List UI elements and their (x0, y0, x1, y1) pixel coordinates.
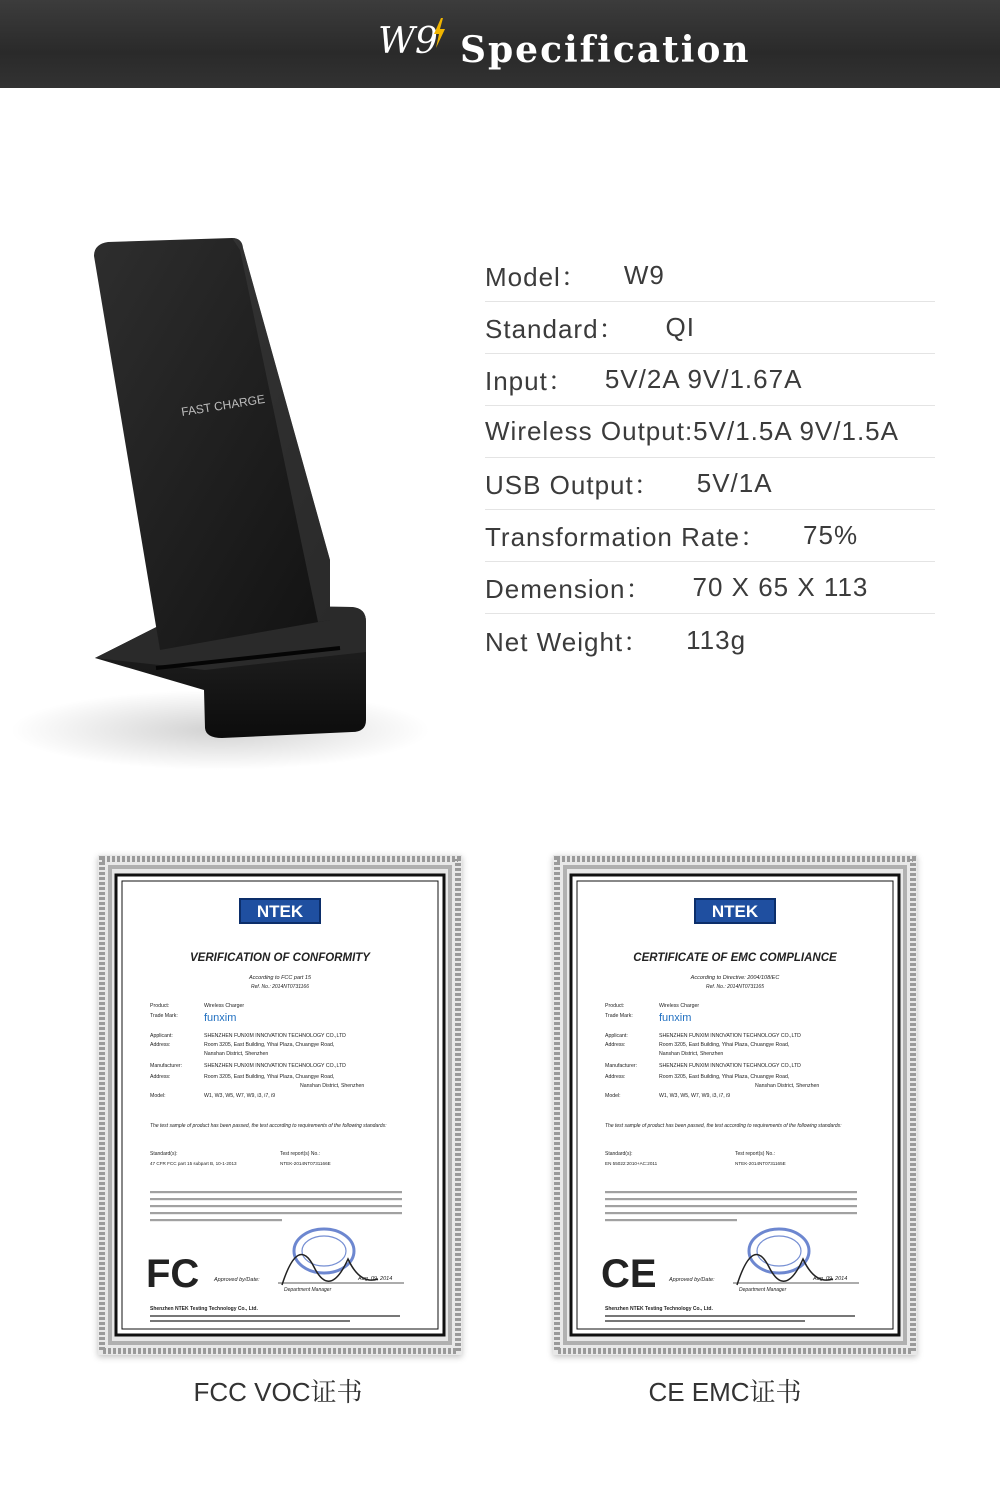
page-title: Specification (460, 29, 751, 71)
lightning-bolt-icon (432, 18, 446, 48)
spec-value: W9 (623, 260, 665, 290)
certificate-text: Department Manager (739, 1287, 787, 1293)
certificate-text: Wireless Charger (204, 1003, 245, 1009)
certificate-text: According to Directive: 2004/108/EC (690, 975, 780, 981)
certificate-text: Address: (150, 1042, 171, 1048)
spec-label: Transformation Rate： (485, 522, 768, 552)
certificate-text: Model: (150, 1093, 166, 1099)
certificate-text: Nanshan District, Shenzhen (204, 1051, 269, 1057)
certificate-caption-fcc: FCC VOC证书 (193, 1377, 363, 1407)
spec-label: Input： (485, 366, 575, 396)
spec-label: USB Output： (485, 470, 661, 500)
certificate-text: W1, W3, W5, W7, W9, i3, i7, i9 (659, 1093, 731, 1099)
certificate-text: SHENZHEN FUNXIM INNOVATION TECHNOLOGY CO.,LTD (659, 1063, 801, 1069)
spec-label: Standard： (485, 314, 626, 344)
spec-row (485, 614, 935, 666)
spec-list (485, 250, 935, 666)
certificate-text: Room 3205, East Building, Yihai Plaza, Chuangye Road, (204, 1074, 335, 1080)
ntek-logo-text: NTEK (711, 902, 759, 921)
spec-value: 5V/1A (696, 468, 773, 498)
certificate-text: Ref. No.: 2014NT0731166 (250, 984, 310, 990)
certificate-text: NTEK-2014NT0731166E (280, 1161, 331, 1166)
certificate-text: Product: (605, 1003, 625, 1009)
certificate-text: Standard(s): (605, 1151, 633, 1157)
certificate-text: Address: (150, 1074, 171, 1080)
spec-label: Model： (485, 262, 588, 292)
spec-value: 113g (686, 624, 747, 655)
spec-row (485, 354, 935, 406)
fast-charge-label: FAST CHARGE (180, 391, 266, 419)
certificate-caption-ce: CE EMC证书 (648, 1377, 802, 1407)
certificate-text: Product: (150, 1003, 170, 1009)
certificate-ce (553, 855, 917, 1355)
certificate-text: Aug. 09, 2014 (358, 1276, 393, 1282)
trademark-logo: funxim (204, 1012, 237, 1024)
spec-row (485, 458, 935, 510)
certificate-text: Manufacturer: (605, 1063, 638, 1069)
certificate-text: SHENZHEN FUNXIM INNOVATION TECHNOLOGY CO.,LTD (659, 1033, 801, 1039)
certificate-text: Department Manager (284, 1287, 332, 1293)
spec-label: Demension： (485, 574, 653, 604)
certificate-heading: VERIFICATION OF CONFORMITY (190, 952, 370, 964)
certificate-text: Address: (605, 1042, 626, 1048)
certificate-text: Nanshan District, Shenzhen (755, 1083, 820, 1089)
charger-product-image (0, 220, 440, 800)
certificate-text: Test report(s) No.: (280, 1151, 321, 1157)
certificate-text: Approved by/Date: (214, 1277, 260, 1283)
ce-logo: CE (601, 1252, 657, 1296)
spec-value: 5V/1.5A 9V/1.5A (693, 416, 899, 446)
certificate-text: According to FCC part 15 (248, 975, 312, 981)
certificate-text: Applicant: (150, 1033, 173, 1039)
certificate-fcc (98, 855, 462, 1355)
certificate-text: The test sample of product has been passed, the test according to requirements of the following standards: (605, 1123, 842, 1129)
certificate-text: Nanshan District, Shenzhen (659, 1051, 724, 1057)
certificate-text: Nanshan District, Shenzhen (300, 1083, 365, 1089)
certificate-text: Shenzhen NTEK Testing Technology Co., Ltd. (150, 1306, 258, 1312)
certificate-text: Trade Mark: (150, 1013, 178, 1019)
certificate-text: Room 3205, East Building, Yihai Plaza, Chuangye Road, (204, 1042, 335, 1048)
certificate-text: Ref. No.: 2014NT0731165 (705, 984, 765, 990)
certificate-text: The test sample of product has been passed, the test according to requirements of the following standards: (150, 1123, 387, 1129)
certificate-text: Wireless Charger (659, 1003, 700, 1009)
spec-value: 5V/2A 9V/1.67A (604, 364, 803, 394)
certificate-text: Applicant: (605, 1033, 628, 1039)
certificate-text: Room 3205, East Building, Yihai Plaza, Chuangye Road, (659, 1074, 790, 1080)
certificate-text: SHENZHEN FUNXIM INNOVATION TECHNOLOGY CO.,LTD (204, 1063, 346, 1069)
certificate-text: EN 55022:2010+AC:2011 (605, 1161, 658, 1166)
certificate-text: Aug. 09, 2014 (813, 1276, 848, 1282)
spec-row (485, 510, 935, 562)
trademark-logo: funxim (659, 1012, 692, 1024)
certificate-heading: CERTIFICATE OF EMC COMPLIANCE (633, 952, 837, 964)
certificate-text: NTEK-2014NT0731165E (735, 1161, 786, 1166)
certificate-text: SHENZHEN FUNXIM INNOVATION TECHNOLOGY CO.,LTD (204, 1033, 346, 1039)
spec-value: 70 X 65 X 113 (692, 572, 869, 602)
header-banner (0, 0, 1000, 88)
spec-row (485, 406, 935, 458)
certificate-text: Address: (605, 1074, 626, 1080)
spec-label: Net Weight： (485, 626, 651, 657)
certificate-text: Model: (605, 1093, 621, 1099)
certificate-text: Manufacturer: (150, 1063, 183, 1069)
certificate-text: Test report(s) No.: (735, 1151, 776, 1157)
fcc-logo: FC (146, 1252, 200, 1296)
certificate-text: W1, W3, W5, W7, W9, i3, i7, i9 (204, 1093, 276, 1099)
spec-row (485, 562, 935, 614)
certificate-text: Room 3205, East Building, Yihai Plaza, Chuangye Road, (659, 1042, 790, 1048)
spec-label: Wireless Output: (485, 416, 694, 446)
certificate-text: 47 CFR FCC part 15 subpart B, 10-1-2013 (150, 1161, 237, 1166)
spec-value: QI (665, 312, 695, 342)
brand-logo: W9 (378, 21, 438, 62)
spec-value: 75% (803, 520, 859, 550)
certificate-text: Standard(s): (150, 1151, 178, 1157)
certificate-text: Approved by/Date: (669, 1277, 715, 1283)
certificate-text: Shenzhen NTEK Testing Technology Co., Ltd. (605, 1306, 713, 1312)
certificate-text: Trade Mark: (605, 1013, 633, 1019)
spec-row (485, 250, 935, 302)
ntek-logo-text: NTEK (256, 902, 304, 921)
spec-row (485, 302, 935, 354)
